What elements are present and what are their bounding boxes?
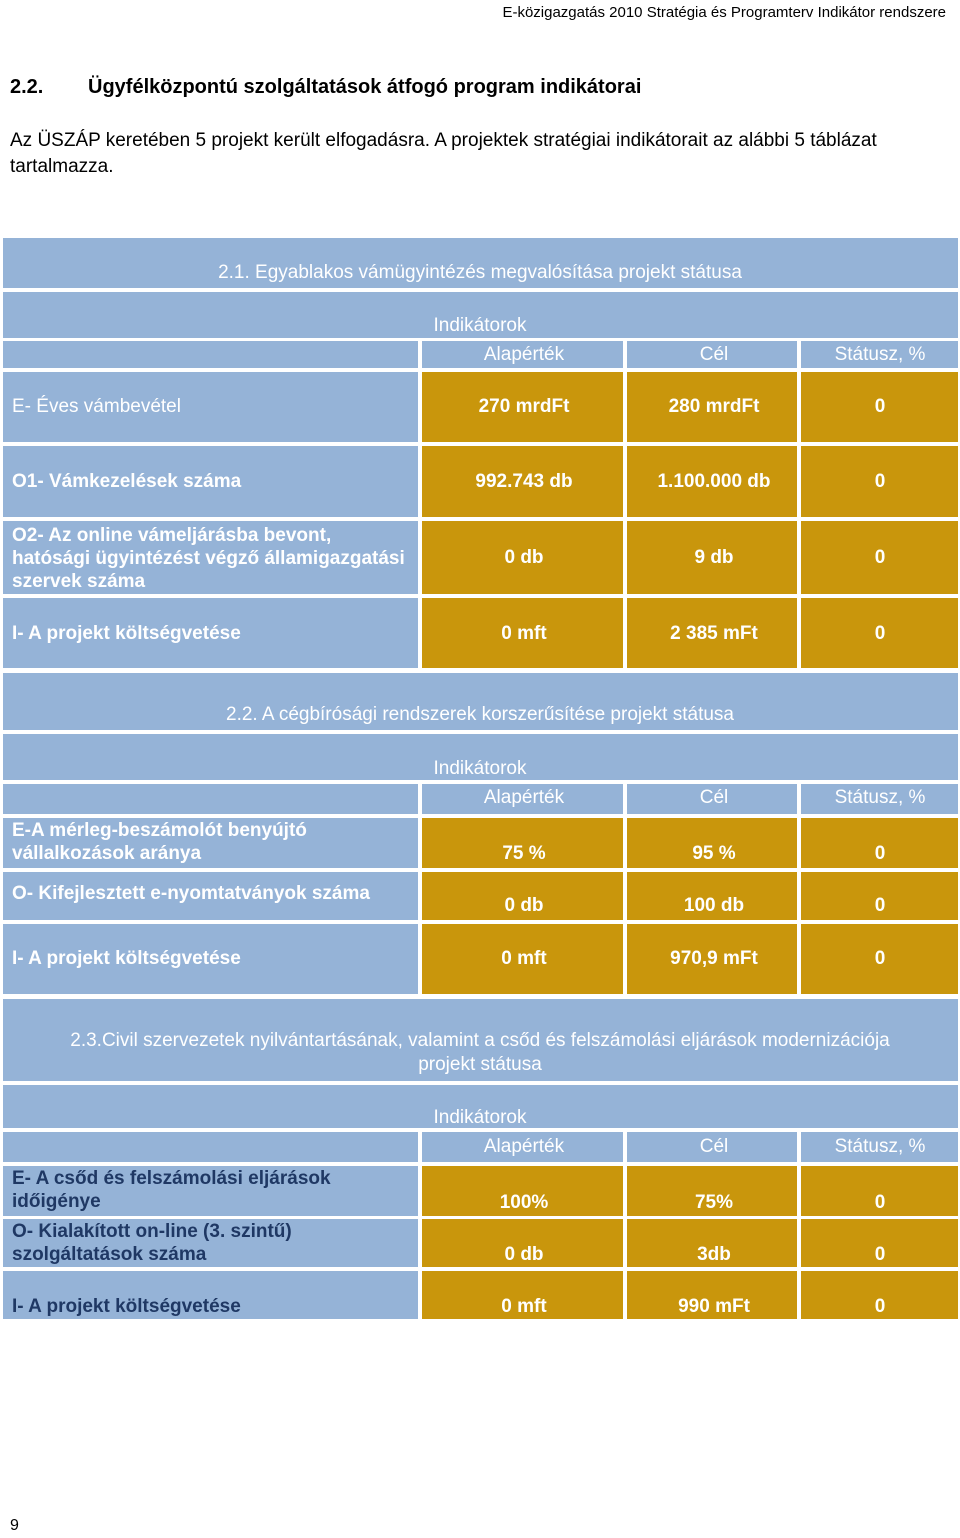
row-status-value: 0 bbox=[874, 1244, 886, 1265]
row-base-value: 75 % bbox=[502, 843, 546, 864]
table-1-col-status: Státusz, % bbox=[834, 344, 926, 365]
row-target-value: 9 db bbox=[694, 547, 734, 568]
row-label: E- A csőd és felszámolási eljárások időigénye bbox=[12, 1168, 331, 1212]
table-2-indicators-label: Indikátorok bbox=[433, 758, 527, 779]
row-target-value: 95 % bbox=[692, 843, 736, 864]
row-status-value: 0 bbox=[874, 396, 886, 417]
row-target-value: 75% bbox=[694, 1192, 734, 1213]
row-target-value: 970,9 mFt bbox=[670, 948, 758, 969]
table-2-title: 2.2. A cégbírósági rendszerek korszerűsítése projekt státusa bbox=[226, 704, 734, 725]
row-base-value: 0 db bbox=[504, 547, 544, 568]
table-2-col-target: Cél bbox=[699, 787, 729, 808]
row-label: O1- Vámkezelések száma bbox=[12, 471, 242, 492]
row-base-value: 0 mft bbox=[501, 623, 547, 644]
table-3-title: 2.3.Civil szervezetek nyilvántartásának, valamint a csőd és felszámolási eljárások modernizációja projekt státusa bbox=[70, 1030, 890, 1075]
row-label: I- A projekt költségvetése bbox=[12, 1296, 241, 1317]
row-status-value: 0 bbox=[874, 1192, 886, 1213]
table-3-col-base: Alapérték bbox=[483, 1136, 565, 1157]
row-base-value: 0 db bbox=[504, 1244, 544, 1265]
row-label: O- Kifejlesztett e-nyomtatványok száma bbox=[12, 883, 370, 904]
table-2-col-base: Alapérték bbox=[483, 787, 565, 808]
row-label: O2- Az online vámeljárásba bevont, hatósági ügyintézést végző államigazgatási szervek száma bbox=[12, 525, 405, 592]
row-base-value: 0 mft bbox=[501, 948, 547, 969]
row-target-value: 3db bbox=[697, 1244, 731, 1265]
row-status-value: 0 bbox=[874, 948, 886, 969]
running-header: E-közigazgatás 2010 Stratégia és Programterv Indikátor rendszere bbox=[502, 4, 946, 21]
row-target-value: 100 db bbox=[683, 895, 745, 916]
row-status-value: 0 bbox=[874, 1296, 886, 1317]
row-label: O- Kialakított on-line (3. szintű) szolgáltatások száma bbox=[12, 1221, 292, 1265]
table-2-col-status: Státusz, % bbox=[834, 787, 926, 808]
row-status-value: 0 bbox=[874, 895, 886, 916]
table-3-col-status: Státusz, % bbox=[834, 1136, 926, 1157]
table-1-col-base: Alapérték bbox=[483, 344, 565, 365]
row-target-value: 2 385 mFt bbox=[670, 623, 758, 644]
intro-paragraph: Az ÜSZÁP keretében 5 projekt került elfogadásra. A projektek stratégiai indikátorait az alábbi 5 táblázat tartalmazza. bbox=[10, 130, 877, 177]
row-base-value: 100% bbox=[499, 1192, 549, 1213]
row-status-value: 0 bbox=[874, 547, 886, 568]
row-status-value: 0 bbox=[874, 843, 886, 864]
row-base-value: 0 mft bbox=[501, 1296, 547, 1317]
row-base-value: 992.743 db bbox=[475, 471, 573, 492]
table-3-indicators-label: Indikátorok bbox=[433, 1107, 527, 1128]
table-1-title: 2.1. Egyablakos vámügyintézés megvalósítása projekt státusa bbox=[218, 262, 742, 283]
row-status-value: 0 bbox=[874, 471, 886, 492]
row-label: I- A projekt költségvetése bbox=[12, 623, 241, 644]
row-label: E- Éves vámbevétel bbox=[12, 396, 181, 417]
table-3-col-target: Cél bbox=[699, 1136, 729, 1157]
row-target-value: 990 mFt bbox=[678, 1296, 750, 1317]
table-1-indicators-label: Indikátorok bbox=[433, 315, 527, 336]
table-1-col-target: Cél bbox=[699, 344, 729, 365]
table-3-header-label-cell bbox=[3, 1132, 418, 1162]
section-title: Ügyfélközpontú szolgáltatások átfogó program indikátorai bbox=[88, 76, 642, 98]
row-base-value: 0 db bbox=[504, 895, 544, 916]
section-heading bbox=[10, 76, 641, 99]
row-base-value: 270 mrdFt bbox=[478, 396, 570, 417]
row-target-value: 280 mrdFt bbox=[668, 396, 760, 417]
page-number: 9 bbox=[10, 1517, 19, 1534]
row-label: E-A mérleg-beszámolót benyújtó vállalkozások aránya bbox=[12, 820, 307, 864]
section-number: 2.2. bbox=[10, 76, 44, 98]
row-label: I- A projekt költségvetése bbox=[12, 948, 241, 969]
table-2-header-label-cell bbox=[3, 784, 418, 814]
row-target-value: 1.100.000 db bbox=[657, 471, 771, 492]
table-1-header-label-cell bbox=[3, 341, 418, 368]
row-status-value: 0 bbox=[874, 623, 886, 644]
